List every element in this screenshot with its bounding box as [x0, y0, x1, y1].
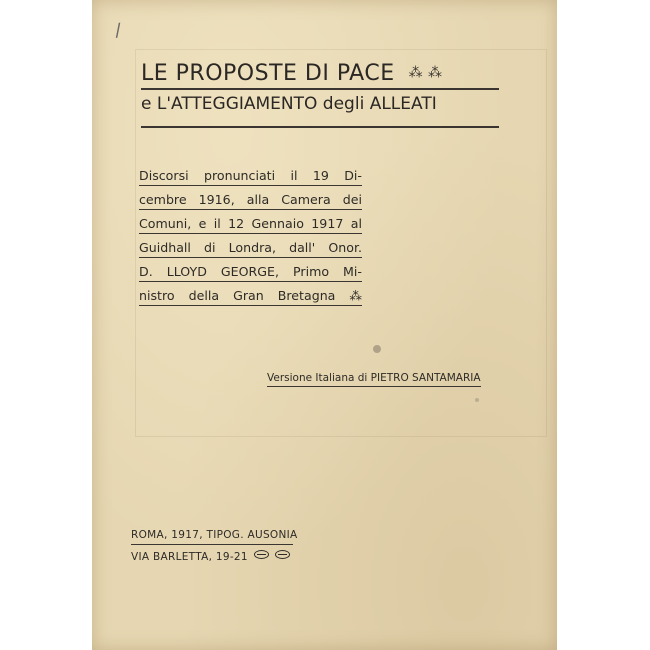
description-word: LLOYD — [166, 264, 207, 279]
description-word: Guidhall — [139, 240, 191, 255]
description-word: 1916, — [198, 192, 235, 207]
description-word: ⁂ — [349, 288, 362, 303]
description-word: Mi- — [343, 264, 362, 279]
description-line — [139, 216, 362, 234]
description-word: Gennaio — [251, 216, 304, 231]
description-word: Comuni, — [139, 216, 192, 231]
description-word: pronunciati — [203, 168, 276, 183]
description-line — [139, 264, 362, 282]
imprint-address: VIA BARLETTA, 19-21 — [131, 551, 248, 563]
imprint-line-1: ROMA, 1917, TIPOG. AUSONIA — [131, 529, 298, 541]
description-word: Gran — [233, 288, 264, 303]
description-word: Camera — [281, 192, 331, 207]
document-page — [92, 0, 557, 650]
description-line — [139, 192, 362, 210]
ornament-oval-icon — [254, 550, 269, 559]
description-word: dei — [342, 192, 362, 207]
title-text: LE PROPOSTE DI PACE — [141, 61, 395, 86]
subtitle-rule — [141, 126, 499, 128]
imprint-rule — [131, 544, 293, 545]
description-word: il — [213, 216, 221, 231]
description-word: Londra, — [228, 240, 276, 255]
description-word: 19 — [312, 168, 329, 183]
description-word: 1917 — [311, 216, 344, 231]
document-title — [141, 61, 443, 86]
description-word: D. — [139, 264, 153, 279]
description-line — [139, 240, 362, 258]
description-word: alla — [246, 192, 270, 207]
description-word: nistro — [139, 288, 175, 303]
description-word: della — [188, 288, 220, 303]
description-word: e — [198, 216, 207, 231]
title-rule — [141, 88, 499, 90]
title-ornament-icon: ⁂ ⁂ — [408, 65, 443, 81]
ornament-oval-icon — [275, 550, 290, 559]
description-word: di — [204, 240, 216, 255]
pencil-mark: / — [113, 19, 123, 42]
description-word: GEORGE, — [220, 264, 280, 279]
description-word: il — [290, 168, 298, 183]
description-word: al — [350, 216, 362, 231]
description-word: Bretagna — [277, 288, 336, 303]
description-word: Di- — [344, 168, 362, 183]
description-word: dall' — [289, 240, 316, 255]
paper-stain — [373, 345, 381, 353]
description-word: Discorsi — [139, 168, 189, 183]
description-line — [139, 288, 362, 306]
document-subtitle: e L'ATTEGGIAMENTO degli ALLEATI — [141, 94, 437, 114]
imprint-line-2 — [131, 550, 290, 563]
translator-credit: Versione Italiana di PIETRO SANTAMARIA — [267, 372, 481, 387]
description-word: 12 — [228, 216, 245, 231]
description-word: Primo — [293, 264, 330, 279]
description-line — [139, 168, 362, 186]
description-word: cembre — [139, 192, 187, 207]
paper-stain — [475, 398, 479, 402]
description-word: Onor. — [328, 240, 362, 255]
